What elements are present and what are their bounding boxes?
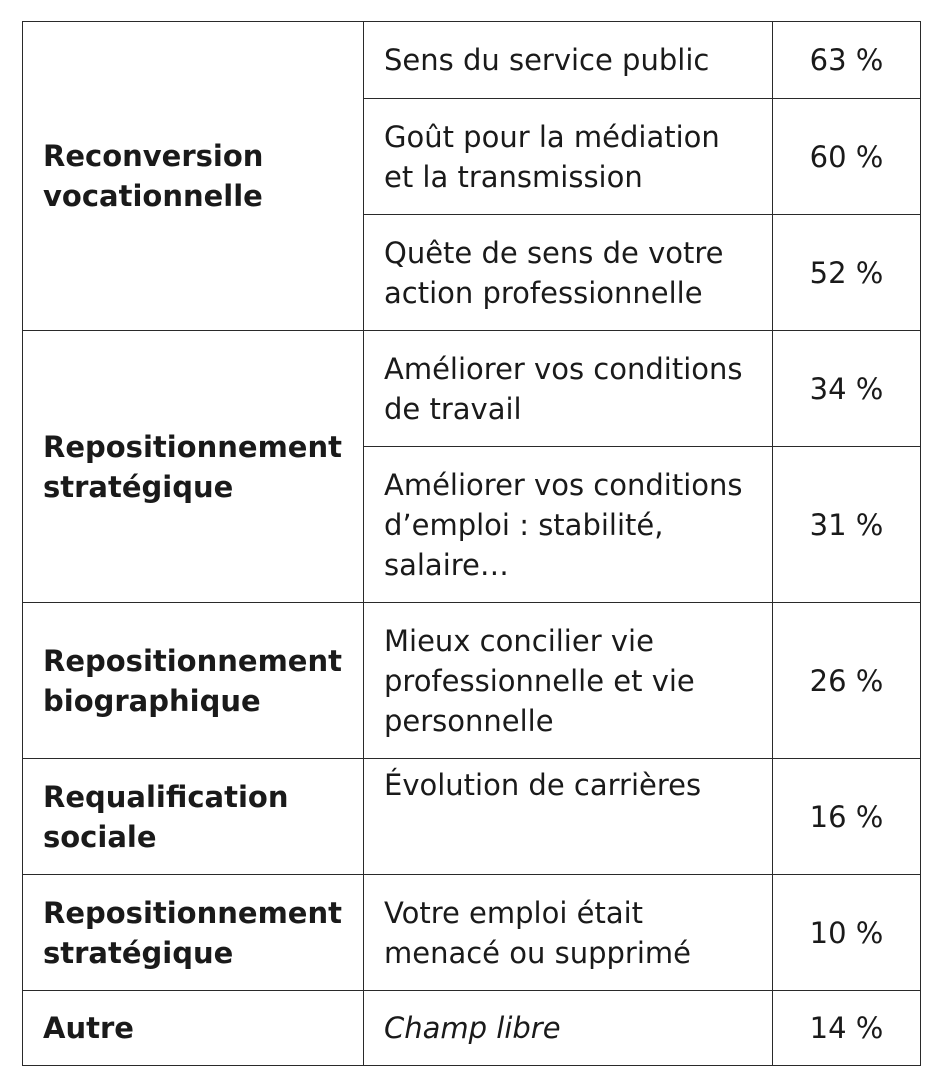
table-row (23, 759, 921, 875)
motif-cell: Améliorer vos conditions d’emploi : stabilité, salaire… (364, 447, 773, 603)
table-row (23, 22, 921, 99)
category-cell: Reconversion vocationnelle (23, 22, 364, 331)
category-cell: Repositionnement stratégique (23, 875, 364, 991)
percent-cell: 14 % (773, 991, 921, 1066)
motif-cell (364, 991, 773, 1066)
motivations-table (22, 21, 921, 1066)
table-row (23, 875, 921, 991)
category-cell: Requalification sociale (23, 759, 364, 875)
percent-cell: 31 % (773, 447, 921, 603)
category-cell: Repositionnement stratégique (23, 331, 364, 603)
percent-cell: 16 % (773, 759, 921, 875)
motif-cell: Sens du service public (364, 22, 773, 99)
motif-cell: Goût pour la médiation et la transmission (364, 99, 773, 215)
motif-cell: Quête de sens de votre action professionnelle (364, 215, 773, 331)
category-cell: Repositionnement biographique (23, 603, 364, 759)
motif-cell: Mieux concilier vie professionnelle et vie personnelle (364, 603, 773, 759)
motif-cell: Améliorer vos conditions de travail (364, 331, 773, 447)
motif-text-italic: Champ libre (384, 1011, 561, 1045)
percent-cell: 10 % (773, 875, 921, 991)
percent-cell: 26 % (773, 603, 921, 759)
percent-cell: 63 % (773, 22, 921, 99)
table-row (23, 331, 921, 447)
category-cell: Autre (23, 991, 364, 1066)
percent-cell: 52 % (773, 215, 921, 331)
percent-cell: 34 % (773, 331, 921, 447)
table-row (23, 991, 921, 1066)
motif-cell: Votre emploi était menacé ou supprimé (364, 875, 773, 991)
motif-cell: Évolution de carrières (364, 759, 773, 875)
percent-cell: 60 % (773, 99, 921, 215)
table-row (23, 603, 921, 759)
